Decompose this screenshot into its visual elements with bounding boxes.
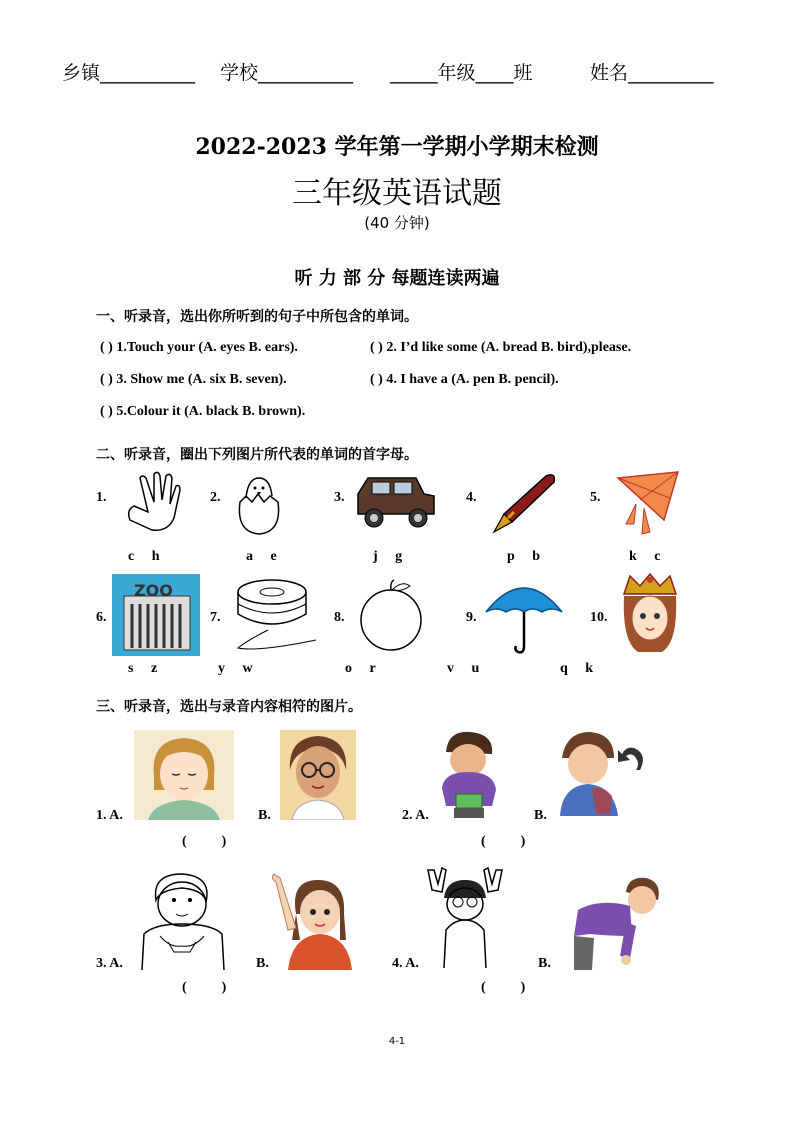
part2-num-3: 3. (334, 490, 345, 505)
part3-q4-b-label: B. (538, 956, 551, 971)
part2-heading: 二、听录音，圈出下列图片所代表的单词的首字母。 (96, 447, 418, 463)
part2-letters-8[interactable]: o r (345, 661, 376, 676)
jeep-icon (354, 474, 438, 532)
part2-num-1: 1. (96, 490, 107, 505)
part1-item-2[interactable]: ( ) 2. I’d like some (A. bread B. bird),please. (370, 340, 632, 355)
girl-pointing-picture[interactable] (266, 870, 356, 970)
part1-item-4[interactable]: ( ) 4. I have a (A. pen B. pencil). (370, 372, 559, 387)
boy-reading-picture[interactable] (436, 728, 502, 820)
part2-num-6: 6. (96, 610, 107, 625)
svg-text:ZOO: ZOO (134, 581, 173, 600)
part2-letters-3[interactable]: j g (373, 549, 403, 564)
part3-q4-a-label: 4. A. (392, 956, 419, 971)
part3-q1-answer[interactable]: ( ) (182, 834, 227, 849)
town-field[interactable]: 乡镇__________ (62, 62, 196, 84)
hand-icon (122, 470, 182, 540)
boy-turn-around-picture[interactable] (556, 726, 652, 818)
egg-chick-icon (234, 470, 284, 538)
part2-letters-4[interactable]: p b (507, 549, 541, 564)
zoo-icon (112, 574, 200, 656)
part3-heading: 三、听录音，选出与录音内容相符的图片。 (96, 699, 362, 715)
grade-class-field[interactable]: _____年级____班 (390, 62, 533, 84)
exam-duration: (40 分钟) (364, 214, 430, 232)
pen-icon (484, 470, 560, 534)
boy-hands-on-head-picture[interactable] (424, 864, 506, 968)
part3-q2-b-label: B. (534, 808, 547, 823)
exam-title: 2022-2023 学年第一学期小学期末检测 (195, 134, 599, 160)
page-number: 4-1 (388, 1036, 406, 1047)
queen-icon (620, 572, 680, 658)
part2-letters-10[interactable]: q k (560, 661, 594, 676)
girl-glasses-picture[interactable] (280, 730, 356, 820)
part2-letters-2[interactable]: a e (246, 549, 277, 564)
part2-num-2: 2. (210, 490, 221, 505)
yoyo-icon (228, 574, 322, 656)
part2-letters-5[interactable]: k c (629, 549, 661, 564)
umbrella-icon (484, 572, 564, 656)
part2-num-4: 4. (466, 490, 477, 505)
name-field[interactable]: 姓名_________ (590, 62, 714, 84)
school-field[interactable]: 学校__________ (220, 62, 354, 84)
girl-closed-eyes-picture[interactable] (134, 730, 234, 820)
part2-letters-7[interactable]: y w (218, 661, 253, 676)
part3-q2-a-label: 2. A. (402, 808, 429, 823)
part3-q2-answer[interactable]: ( ) (481, 834, 526, 849)
exam-subtitle: 三年级英语试题 (292, 176, 502, 211)
part1-heading: 一、听录音，选出你所听到的句子中所包含的单词。 (96, 309, 418, 325)
listening-section-heading: 听 力 部 分 每题连读两遍 (294, 268, 500, 289)
orange-icon (356, 578, 426, 654)
part1-item-3[interactable]: ( ) 3. Show me (A. six B. seven). (100, 372, 287, 387)
part2-num-5: 5. (590, 490, 601, 505)
part2-num-7: 7. (210, 610, 221, 625)
part2-letters-9[interactable]: v u (447, 661, 480, 676)
part2-letters-1[interactable]: c h (128, 549, 160, 564)
part3-q3-answer[interactable]: ( ) (182, 980, 227, 995)
part1-item-1[interactable]: ( ) 1.Touch your (A. eyes B. ears). (100, 340, 298, 355)
part3-q1-a-label: 1. A. (96, 808, 123, 823)
part2-num-8: 8. (334, 610, 345, 625)
part3-q3-b-label: B. (256, 956, 269, 971)
part2-num-9: 9. (466, 610, 477, 625)
part2-num-10: 10. (590, 610, 608, 625)
part2-letters-6[interactable]: s z (128, 661, 158, 676)
boy-bowing-picture[interactable] (570, 876, 662, 970)
kite-icon (612, 468, 684, 540)
part3-q4-answer[interactable]: ( ) (481, 980, 526, 995)
part1-item-5[interactable]: ( ) 5.Colour it (A. black B. brown). (100, 404, 306, 419)
part3-q1-b-label: B. (258, 808, 271, 823)
boy-touch-stomach-picture[interactable] (134, 870, 228, 970)
part3-q3-a-label: 3. A. (96, 956, 123, 971)
